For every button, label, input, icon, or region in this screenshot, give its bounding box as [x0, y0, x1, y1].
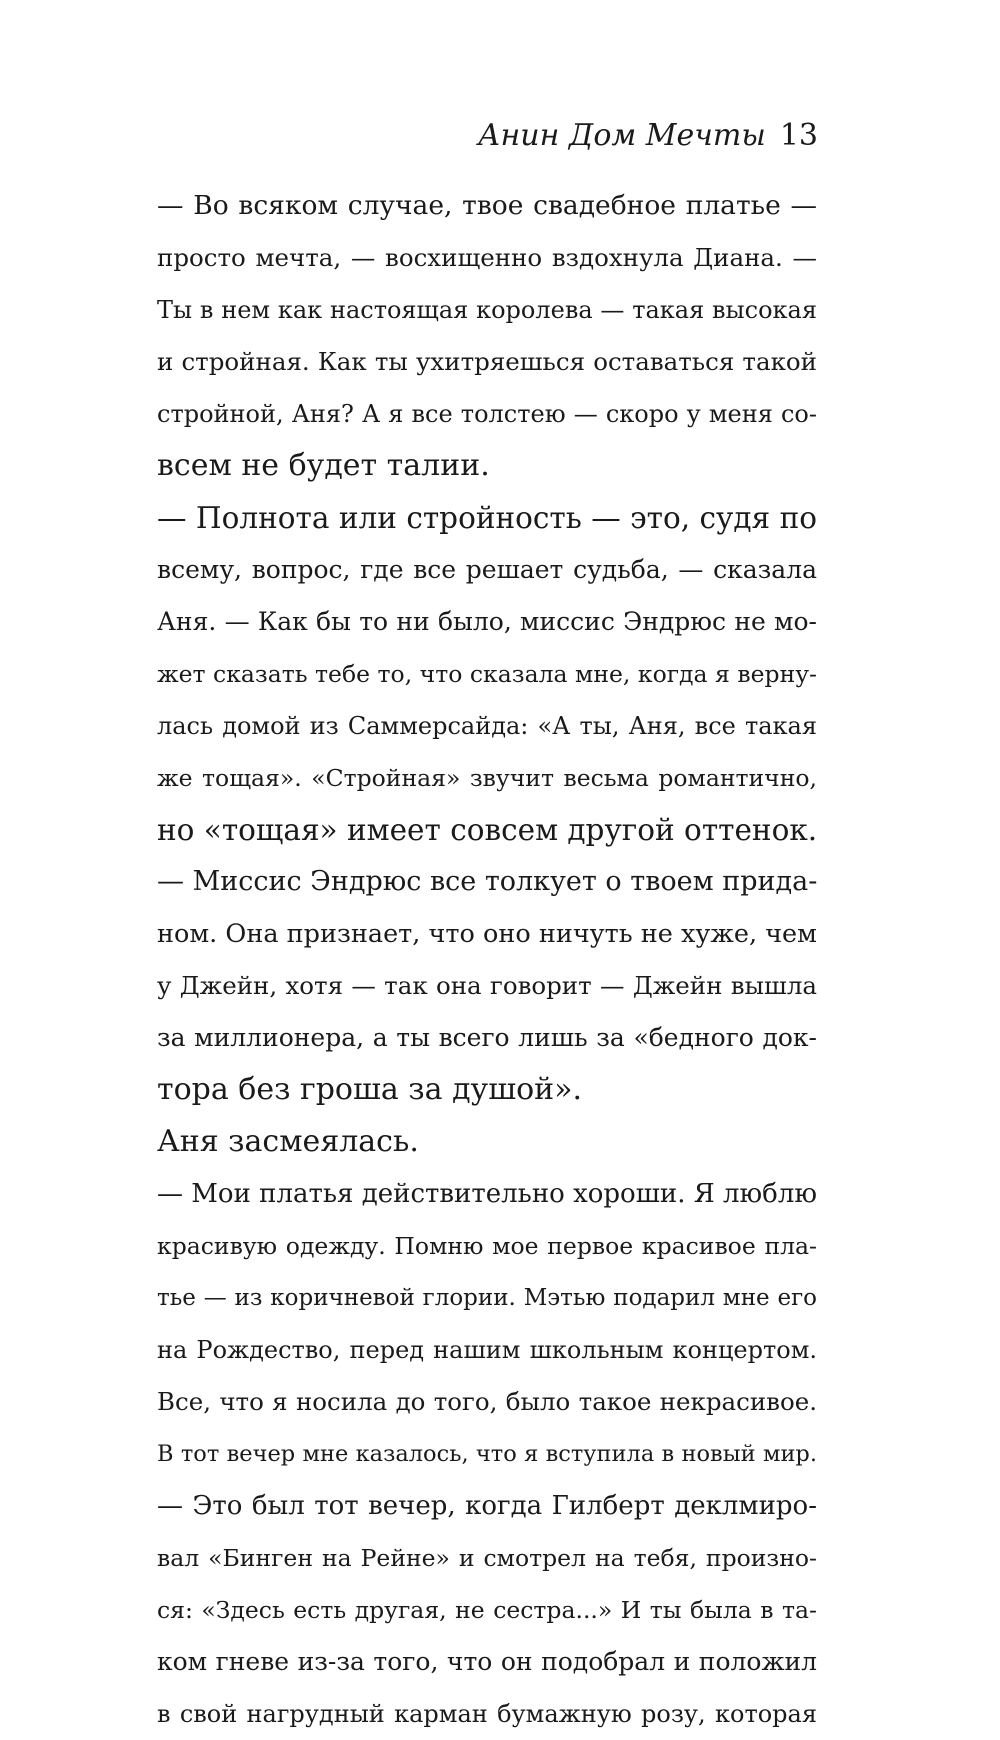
text-line: Все, что я носила до того, было такое некрасивое. — [157, 1387, 817, 1416]
text-line: — Мои платья действительно хороши. Я люблю — [157, 1179, 817, 1209]
text-line: но «тощая» имеет совсем другой оттенок. — [157, 813, 817, 847]
text-line: всему, вопрос, где все решает судьба, — сказала — [157, 555, 817, 584]
text-line: — Это был тот вечер, когда Гилберт деклмиро- — [157, 1491, 817, 1521]
text-line: В тот вечер мне казалось, что я вступила в новый мир. — [157, 1441, 817, 1467]
text-line: Ты в нем как настоящая королева — такая высокая — [157, 296, 817, 324]
text-line: — Полнота или стройность — это, судя по — [157, 501, 817, 535]
text-line: на Рождество, перед нашим школьным концертом. — [157, 1336, 817, 1364]
text-line: красивую одежду. Помню мое первое красивое пла- — [157, 1232, 817, 1260]
text-line: — Миссис Эндрюс все толкует о твоем прида- — [157, 866, 817, 897]
page-header — [478, 116, 818, 156]
text-line: Аня засмеялась. — [157, 1124, 419, 1159]
text-line: стройной, Аня? А я все толстею — скоро у меня со- — [157, 400, 817, 428]
text-line: ся: «Здесь есть другая, не сестра...» И ты была в та- — [157, 1596, 817, 1624]
text-line: ном. Она признает, что оно ничуть не хуже, чем — [157, 919, 817, 949]
text-line: же тощая». «Стройная» звучит весьма романтично, — [157, 764, 817, 792]
body-text — [157, 180, 817, 1740]
text-line: тье — из коричневой глории. Мэтью подарил мне его — [157, 1285, 817, 1311]
text-line: ком гневе из-за того, что он подобрал и положил — [157, 1647, 817, 1676]
text-line: в свой нагрудный карман бумажную розу, которая — [157, 1700, 817, 1728]
text-line: и стройная. Как ты ухитряешься оставаться такой — [157, 347, 817, 376]
text-line: лась домой из Саммерсайда: «А ты, Аня, все такая — [157, 712, 817, 740]
text-line: за миллионера, а ты всего лишь за «бедного док- — [157, 1023, 817, 1052]
text-line: Аня. — Как бы то ни было, миссис Эндрюс не мо- — [157, 607, 817, 636]
text-line: — Во всяком случае, твое свадебное платье — — [157, 190, 817, 221]
text-line: жет сказать тебе то, что сказала мне, когда я верну- — [157, 660, 817, 688]
text-line: всем не будет талии. — [157, 448, 490, 483]
text-line: тора без гроша за душой». — [157, 1072, 583, 1107]
text-line: у Джейн, хотя — так она говорит — Джейн вышла — [157, 971, 817, 1000]
page-number: 13 — [779, 118, 818, 153]
running-title: Анин Дом Мечты — [477, 118, 766, 153]
text-line: просто мечта, — восхищенно вздохнула Диана. — — [157, 243, 817, 272]
text-line: вал «Бинген на Рейне» и смотрел на тебя, произно- — [157, 1544, 817, 1572]
